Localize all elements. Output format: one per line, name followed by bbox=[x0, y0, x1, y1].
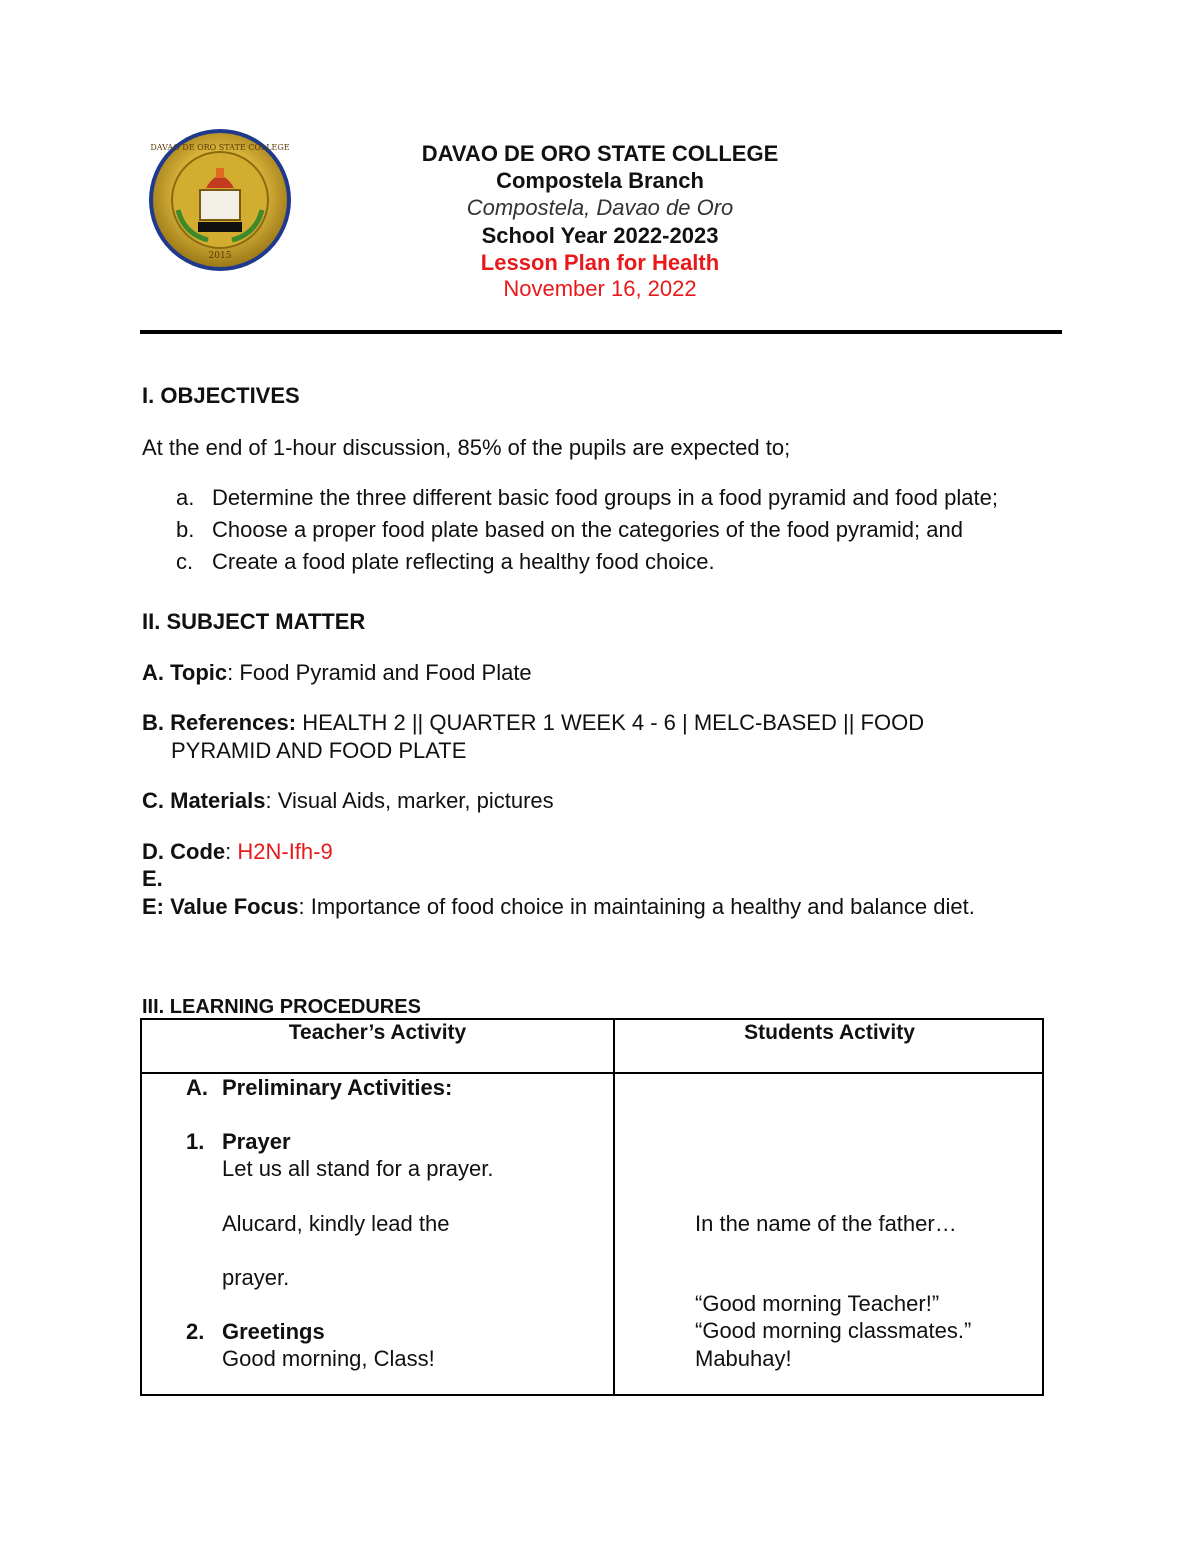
references-value-1: HEALTH 2 || QUARTER 1 WEEK 4 - 6 | MELC-BASED || FOOD bbox=[296, 710, 925, 735]
procedures-heading: III. LEARNING PROCEDURES bbox=[142, 996, 421, 1018]
value-focus-sep: : bbox=[298, 894, 305, 919]
college-seal-logo bbox=[148, 128, 292, 272]
col-header-teacher: Teacher’s Activity bbox=[288, 1021, 467, 1044]
prayer-step bbox=[186, 1128, 291, 1156]
topic-line bbox=[142, 659, 532, 687]
prayer-label: Prayer bbox=[222, 1129, 291, 1154]
lesson-date: November 16, 2022 bbox=[503, 276, 697, 301]
header-divider bbox=[140, 330, 1062, 334]
objective-marker: c. bbox=[176, 549, 194, 574]
lesson-plan-title: Lesson Plan for Health bbox=[480, 250, 720, 275]
greetings-marker: 2. bbox=[186, 1319, 205, 1344]
student-greeting-1: “Good morning Teacher!” bbox=[695, 1291, 940, 1316]
value-focus-value: Importance of food choice in maintaining a healthy and balance diet. bbox=[304, 894, 975, 919]
objective-text: Choose a proper food plate based on the categories of the food pyramid; and bbox=[212, 517, 963, 542]
objective-item bbox=[176, 484, 998, 512]
topic-sep: : bbox=[227, 660, 234, 685]
materials-sep: : bbox=[265, 788, 272, 813]
objective-text: Create a food plate reflecting a healthy food choice. bbox=[212, 549, 715, 574]
objective-marker: a. bbox=[176, 485, 195, 510]
code-line bbox=[142, 838, 333, 866]
student-greeting-2: “Good morning classmates.” bbox=[695, 1318, 972, 1343]
e-blank-label: E. bbox=[142, 866, 163, 891]
references-line bbox=[142, 709, 924, 737]
prayer-line-2: Alucard, kindly lead the bbox=[222, 1211, 450, 1236]
institution-name: DAVAO DE ORO STATE COLLEGE bbox=[421, 141, 779, 166]
prayer-line-1: Let us all stand for a prayer. bbox=[222, 1156, 494, 1181]
objectives-heading: I. OBJECTIVES bbox=[142, 383, 300, 408]
subject-matter-heading: II. SUBJECT MATTER bbox=[142, 609, 366, 634]
greetings-label: Greetings bbox=[222, 1319, 325, 1344]
code-value: H2N-Ifh-9 bbox=[237, 839, 333, 864]
col-header-students: Students Activity bbox=[744, 1021, 915, 1044]
branch-name: Compostela Branch bbox=[496, 168, 704, 193]
value-focus-line bbox=[142, 893, 975, 921]
school-year: School Year 2022-2023 bbox=[481, 223, 719, 248]
value-focus-label: E: Value Focus bbox=[142, 894, 299, 919]
references-label: B. References: bbox=[142, 710, 297, 735]
references-value-2: PYRAMID AND FOOD PLATE bbox=[171, 738, 467, 763]
table-column-divider bbox=[613, 1018, 615, 1396]
seal-year: 2015 bbox=[208, 251, 232, 261]
prelim-label: Preliminary Activities: bbox=[222, 1075, 453, 1100]
code-label: D. Code bbox=[142, 839, 226, 864]
prayer-marker: 1. bbox=[186, 1129, 205, 1154]
location: Compostela, Davao de Oro bbox=[466, 195, 734, 220]
greetings-step bbox=[186, 1318, 325, 1346]
greetings-line-1: Good morning, Class! bbox=[222, 1346, 435, 1371]
topic-value: Food Pyramid and Food Plate bbox=[233, 660, 532, 685]
prayer-line-3: prayer. bbox=[222, 1265, 290, 1290]
materials-value: Visual Aids, marker, pictures bbox=[271, 788, 554, 813]
objectives-intro: At the end of 1-hour discussion, 85% of the pupils are expected to; bbox=[142, 435, 791, 460]
objective-item bbox=[176, 548, 715, 576]
student-greeting-3: Mabuhay! bbox=[695, 1346, 792, 1371]
seal-ring-text: DAVAO DE ORO STATE COLLEGE bbox=[150, 143, 290, 152]
topic-label: A. Topic bbox=[142, 660, 228, 685]
objective-item bbox=[176, 516, 963, 544]
materials-label: C. Materials bbox=[142, 788, 266, 813]
code-sep: : bbox=[225, 839, 238, 864]
prelim-activities bbox=[186, 1074, 452, 1102]
prelim-marker: A. bbox=[186, 1075, 208, 1100]
materials-line bbox=[142, 787, 554, 815]
student-prayer-response: In the name of the father… bbox=[695, 1211, 957, 1236]
objective-marker: b. bbox=[176, 517, 195, 542]
objective-text: Determine the three different basic food groups in a food pyramid and food plate; bbox=[212, 485, 998, 510]
